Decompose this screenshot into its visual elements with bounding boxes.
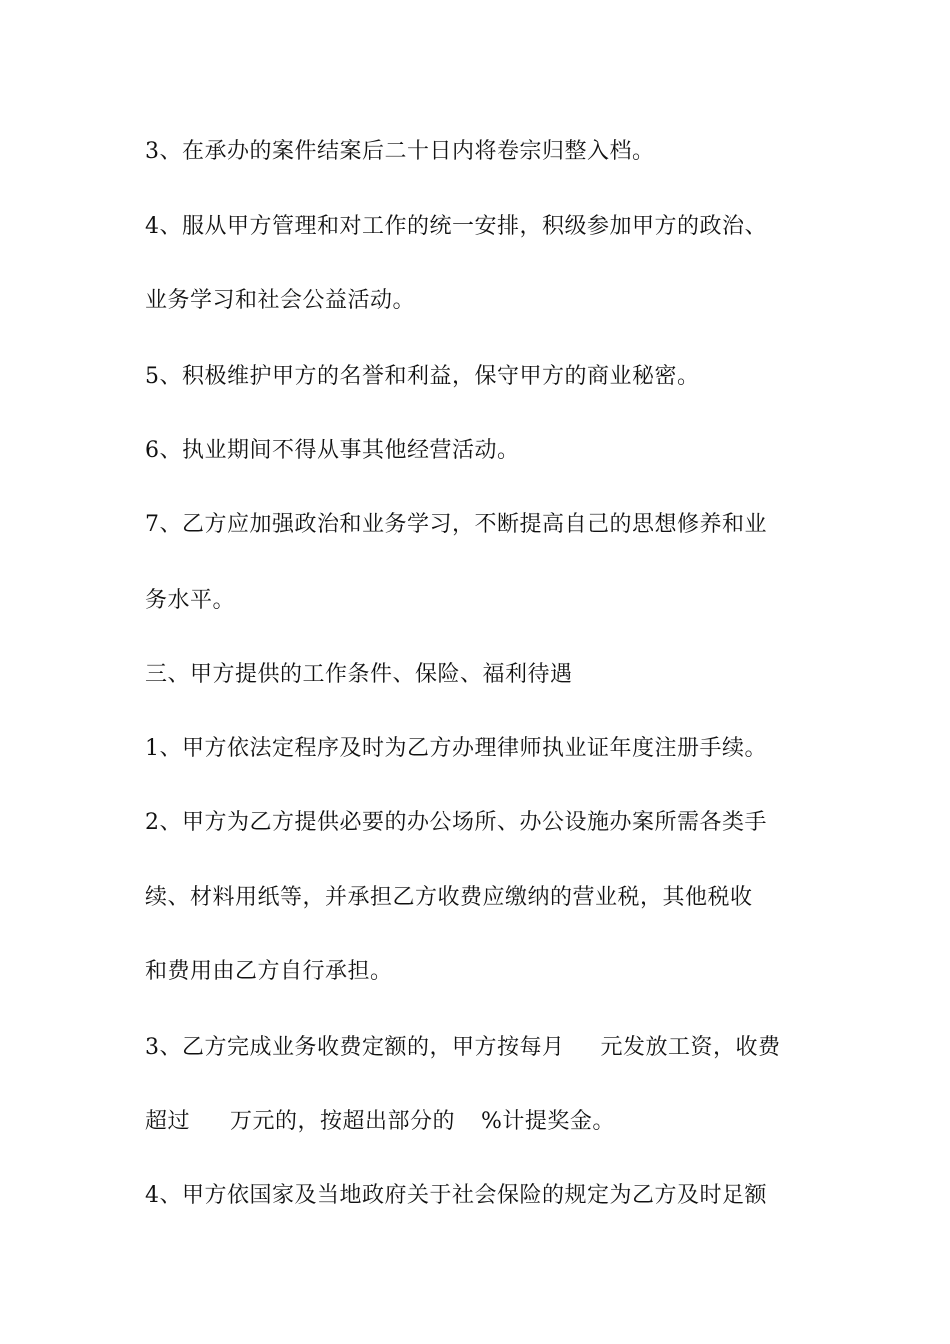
text-line: 3、在承办的案件结案后二十日内将卷宗归整入档。 bbox=[145, 139, 655, 164]
text-line: 2、甲方为乙方提供必要的办公场所、办公设施办案所需各类手 bbox=[145, 810, 767, 835]
text-segment: 3、乙方完成业务收费定额的，甲方按每月 bbox=[145, 1035, 565, 1060]
text-line-salary bbox=[145, 1033, 825, 1063]
text-segment: 元发放工资，收费 bbox=[600, 1035, 781, 1060]
text-line: 和费用由乙方自行承担。 bbox=[145, 959, 393, 984]
text-line-bonus bbox=[145, 1107, 825, 1137]
section-heading: 三、甲方提供的工作条件、保险、福利待遇 bbox=[145, 662, 573, 687]
text-line: 5、积极维护甲方的名誉和利益，保守甲方的商业秘密。 bbox=[145, 364, 700, 389]
text-line: 务水平。 bbox=[145, 588, 236, 613]
text-line: 业务学习和社会公益活动。 bbox=[145, 288, 416, 313]
text-line: 7、乙方应加强政治和业务学习，不断提高自己的思想修养和业 bbox=[145, 512, 767, 537]
text-segment: %计提奖金。 bbox=[481, 1109, 615, 1134]
text-line: 续、材料用纸等，并承担乙方收费应缴纳的营业税，其他税收 bbox=[145, 885, 753, 910]
text-line: 4、服从甲方管理和对工作的统一安排，积级参加甲方的政治、 bbox=[145, 214, 767, 239]
text-segment: 超过 bbox=[145, 1109, 191, 1134]
text-line: 4、甲方依国家及当地政府关于社会保险的规定为乙方及时足额 bbox=[145, 1183, 767, 1208]
text-segment: 万元的，按超出部分的 bbox=[230, 1109, 456, 1134]
text-line: 1、甲方依法定程序及时为乙方办理律师执业证年度注册手续。 bbox=[145, 736, 767, 761]
text-line: 6、执业期间不得从事其他经营活动。 bbox=[145, 438, 520, 463]
